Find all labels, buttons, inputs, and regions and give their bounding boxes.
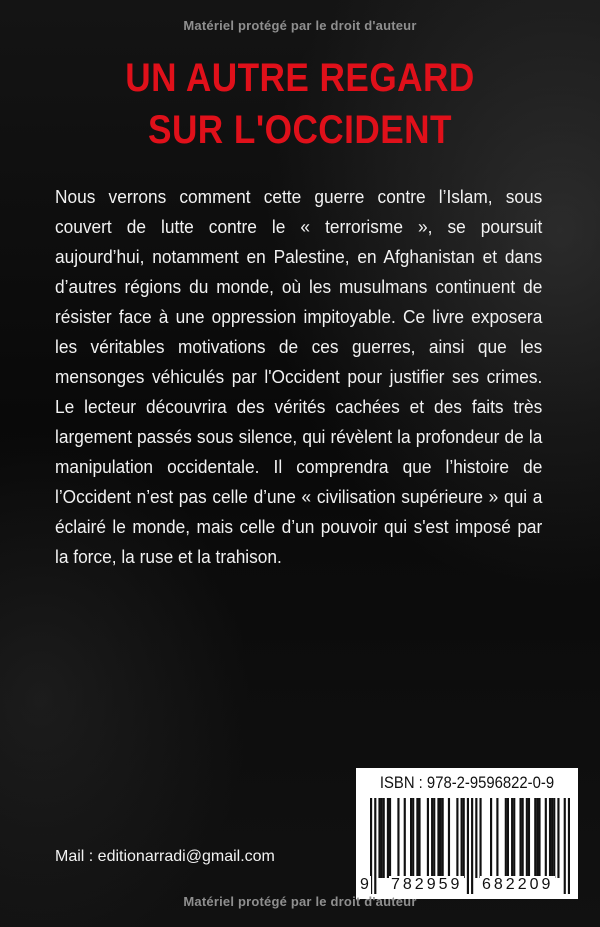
barcode-bar <box>397 798 399 878</box>
barcode-bar <box>511 798 513 878</box>
isbn-barcode-box <box>356 768 578 899</box>
title-line-2: SUR L'OCCIDENT <box>148 108 452 152</box>
barcode-digits-left: 782959 <box>391 876 463 893</box>
barcode-bar <box>442 798 444 878</box>
barcode-bar <box>387 798 389 878</box>
barcode-bar <box>389 798 391 878</box>
barcode-bar <box>526 798 528 878</box>
barcode-bar <box>381 798 383 878</box>
barcode-bar <box>427 798 429 878</box>
barcode-bar <box>410 798 412 878</box>
barcode-bar <box>490 798 492 878</box>
copyright-watermark-top: Matériel protégé par le droit d'auteur <box>183 18 417 33</box>
barcode-bar <box>522 798 524 878</box>
barcode-bar <box>433 798 435 878</box>
barcode-bar <box>513 798 515 878</box>
barcode-digit-first: 9 <box>360 876 369 893</box>
barcode-bar <box>412 798 414 878</box>
barcode-bar <box>507 798 509 878</box>
barcode-bar <box>418 798 420 878</box>
barcode-bar <box>404 798 406 878</box>
barcode-bar <box>416 798 418 878</box>
barcode-bar <box>553 798 555 878</box>
barcode-bar <box>439 798 441 878</box>
isbn-label: ISBN : 978-2-9596822-0-9 <box>379 774 555 792</box>
barcode-bar <box>475 798 477 878</box>
title-line-1: UN AUTRE REGARD <box>125 56 475 100</box>
barcode-bar <box>479 798 481 878</box>
barcode-bar <box>551 798 553 878</box>
synopsis-text-block <box>55 182 542 572</box>
barcode-bar <box>534 798 536 878</box>
barcode-bar <box>378 798 380 878</box>
barcode-bar <box>538 798 540 878</box>
barcode-bar <box>505 798 507 878</box>
barcode-bar <box>463 798 465 878</box>
barcode-bar <box>545 798 547 878</box>
barcode-bar <box>456 798 458 878</box>
barcode-bar <box>549 798 551 878</box>
barcode-bar <box>431 798 433 878</box>
barcode-bar <box>437 798 439 878</box>
contact-email: Mail : editionarradi@gmail.com <box>55 848 275 865</box>
book-title <box>36 52 564 156</box>
barcode-bar <box>536 798 538 878</box>
barcode-bar <box>461 798 463 878</box>
synopsis-paragraph: Nous verrons comment cette guerre contre l’Islam, sous couvert de lutte contre le « terrorisme », se poursuit aujourd’hui, notamment en Palestine, en Afghanistan et dans d’autres régions du monde, où les musulmans continuent de résister face à une oppression impitoyable. Ce livre exposera les véritables motivations de ces guerres, ainsi que les mensonges véhiculés par l'Occident pour justifier ses crimes. Le lecteur découvrira des vérités cachées et des faits très largement passés sous silence, qui révèlent la profondeur de la manipulation occidentale. Il comprendra que l’histoire de l’Occident n’est pas celle d’une « civilisation supérieure » qui a éclairé le monde, mais celle d’un pouvoir qui s'est imposé par la force, la ruse et la trahison. <box>55 186 543 567</box>
barcode-digits-right: 682209 <box>482 876 554 893</box>
copyright-watermark-bottom: Matériel protégé par le droit d'auteur <box>183 894 417 909</box>
barcode-bar <box>448 798 450 878</box>
barcode-bar <box>496 798 498 878</box>
barcode-bar <box>528 798 530 878</box>
barcode-bar <box>519 798 521 878</box>
barcode-bar <box>383 798 385 878</box>
barcode-bar <box>557 798 559 878</box>
